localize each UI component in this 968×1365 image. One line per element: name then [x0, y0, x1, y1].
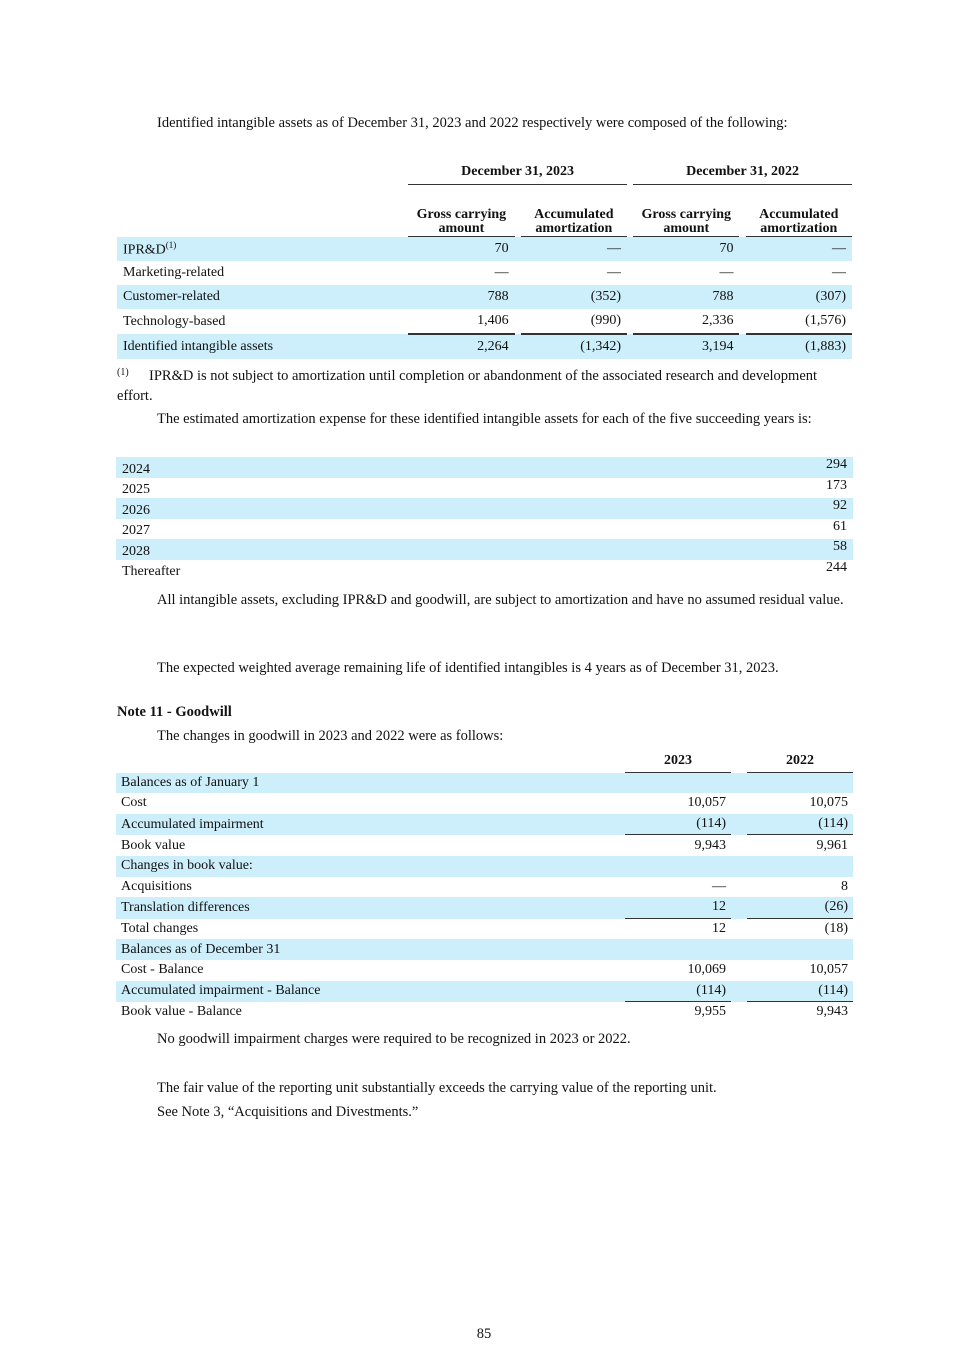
goodwill-table [116, 751, 853, 1023]
cell-value: (307) [815, 289, 846, 304]
residual-paragraph: All intangible assets, excluding IPR&D and goodwill, are subject to amortization and have no assumed residual value. [157, 592, 844, 608]
row-label: Translation differences [121, 899, 250, 915]
cell-value: 9,943 [694, 837, 726, 853]
intro-paragraph: Identified intangible assets as of December 31, 2023 and 2022 respectively were composed of the following: [157, 115, 788, 131]
fair-value-paragraph: The fair value of the reporting unit substantially exceeds the carrying value of the reporting unit. [157, 1080, 717, 1096]
cell-value: — [832, 265, 846, 280]
period-header: December 31, 2023 [408, 160, 627, 185]
footnote-mark: (1) [117, 367, 129, 378]
year-label: 2025 [122, 482, 150, 497]
table-row [116, 877, 853, 898]
row-label [117, 334, 408, 359]
cell-value: 10,057 [809, 962, 848, 978]
footnote-ref: (1) [165, 239, 177, 250]
cell-value: 10,075 [809, 795, 848, 811]
cell-value: 70 [719, 241, 734, 256]
table-row [116, 919, 853, 940]
row-label [117, 261, 408, 285]
cell-value: 58 [833, 539, 847, 554]
cell-value: (114) [747, 981, 853, 1003]
table-row [116, 539, 853, 560]
cell-value: (1,342) [521, 334, 627, 359]
column-header: Accumulated amortization [746, 185, 853, 237]
cell-value: (114) [625, 981, 731, 1003]
table-row [116, 478, 853, 499]
year-label: 2027 [122, 523, 150, 538]
table-row [116, 457, 853, 478]
year-label: 2026 [122, 502, 150, 518]
cell-value [747, 939, 853, 960]
note-heading: Note 11 - Goodwill [117, 704, 232, 720]
row-label: Acquisitions [121, 878, 192, 894]
remaining-life-paragraph: The expected weighted average remaining life of identified intangibles is 4 years as of December 31, 2023. [157, 660, 779, 676]
cell-value: 10,069 [687, 962, 726, 978]
table-row [117, 285, 852, 309]
row-label: Balances as of December 31 [121, 941, 281, 957]
cell-value: — [494, 265, 509, 280]
row-label: Total changes [121, 921, 199, 937]
page-number: 85 [476, 1326, 492, 1342]
cell-value: 244 [826, 559, 847, 575]
cell-value: (18) [824, 921, 848, 937]
year-label: 2024 [122, 461, 150, 477]
cell-value: 8 [841, 878, 848, 894]
cell-value: 12 [625, 897, 731, 919]
row-label: Changes in book value: [121, 858, 253, 874]
cell-value [747, 856, 853, 877]
intangible-assets-table [117, 160, 852, 359]
row-label: Book value [121, 837, 186, 853]
column-header: Accumulated amortization [521, 185, 627, 237]
cell-value: — [607, 241, 622, 256]
cell-value: (990) [521, 309, 627, 334]
cell-value: (1,576) [746, 309, 853, 334]
cell-value [625, 856, 731, 877]
cell-value: 788 [712, 289, 734, 304]
cell-value: 9,961 [816, 837, 848, 853]
table-row [116, 835, 853, 856]
cell-value: — [712, 878, 726, 894]
table-row [117, 309, 852, 334]
cell-value: 10,057 [687, 795, 726, 811]
table-row [116, 939, 853, 960]
column-header: 2022 [747, 751, 853, 773]
cell-value: 1,406 [408, 309, 514, 334]
table-row [116, 856, 853, 877]
column-header: Gross carrying amount [633, 185, 739, 237]
cell-value: 2,336 [633, 309, 739, 334]
table-row [116, 498, 853, 519]
cell-value: 3,194 [633, 334, 739, 359]
table-row [116, 960, 853, 981]
cell-value: (352) [590, 289, 622, 304]
table-row [116, 793, 853, 814]
see-note-paragraph: See Note 3, “Acquisitions and Divestments.” [157, 1104, 419, 1120]
amortization-table [116, 457, 853, 580]
year-label: 2028 [122, 543, 150, 559]
cell-value: 173 [826, 477, 847, 493]
table-row [116, 897, 853, 919]
table-row [116, 519, 853, 540]
cell-value: 12 [712, 921, 726, 937]
row-label-text: IPR&D [123, 242, 166, 258]
period-header: December 31, 2022 [633, 160, 852, 185]
row-label-text: Technology-based [123, 313, 226, 329]
footnote-text: IPR&D is not subject to amortization until completion or abandonment of the associated research and development effort. [117, 368, 818, 404]
table-row [117, 237, 852, 261]
cell-value: 788 [487, 289, 509, 304]
year-label: Thereafter [122, 564, 181, 579]
table-row [116, 773, 853, 794]
table-row [116, 1002, 853, 1023]
row-label: Book value - Balance [121, 1004, 242, 1020]
cell-value: 9,955 [694, 1004, 726, 1020]
no-impairment-paragraph: No goodwill impairment charges were required to be recognized in 2023 or 2022. [157, 1031, 631, 1047]
row-label [117, 285, 408, 309]
column-header: Gross carrying amount [408, 185, 514, 237]
table-row [117, 261, 852, 285]
row-label-text: Identified intangible assets [123, 338, 274, 354]
goodwill-intro: The changes in goodwill in 2023 and 2022 were as follows: [157, 728, 504, 744]
table-row [117, 334, 852, 359]
row-label: Accumulated impairment - Balance [121, 983, 321, 999]
cell-value: (114) [625, 814, 731, 836]
row-label-text: Marketing-related [123, 265, 225, 280]
cell-value [625, 773, 731, 794]
amortization-intro: The estimated amortization expense for these identified intangible assets for each of the five succeeding years is: [157, 411, 812, 427]
cell-value: — [607, 265, 622, 280]
cell-value: (1,883) [746, 334, 853, 359]
cell-value: — [832, 241, 846, 256]
row-label: Balances as of January 1 [121, 774, 260, 790]
cell-value: 9,943 [816, 1004, 848, 1020]
row-label-text: Customer-related [123, 289, 220, 304]
cell-value: (26) [747, 897, 853, 919]
cell-value [747, 773, 853, 794]
cell-value: 61 [833, 518, 847, 534]
cell-value: 294 [826, 457, 847, 472]
cell-value: (114) [747, 814, 853, 836]
column-header: 2023 [625, 751, 731, 773]
table-row [116, 560, 853, 581]
cell-value: 70 [494, 241, 509, 256]
row-label: Cost [121, 795, 147, 811]
cell-value [625, 939, 731, 960]
row-label: Cost - Balance [121, 962, 204, 978]
cell-value: 92 [833, 498, 847, 513]
row-label [117, 237, 408, 261]
table-row [116, 981, 853, 1003]
table-row [116, 814, 853, 836]
cell-value: 2,264 [408, 334, 514, 359]
row-label [117, 309, 408, 334]
row-label: Accumulated impairment [121, 816, 264, 832]
cell-value: — [719, 265, 734, 280]
